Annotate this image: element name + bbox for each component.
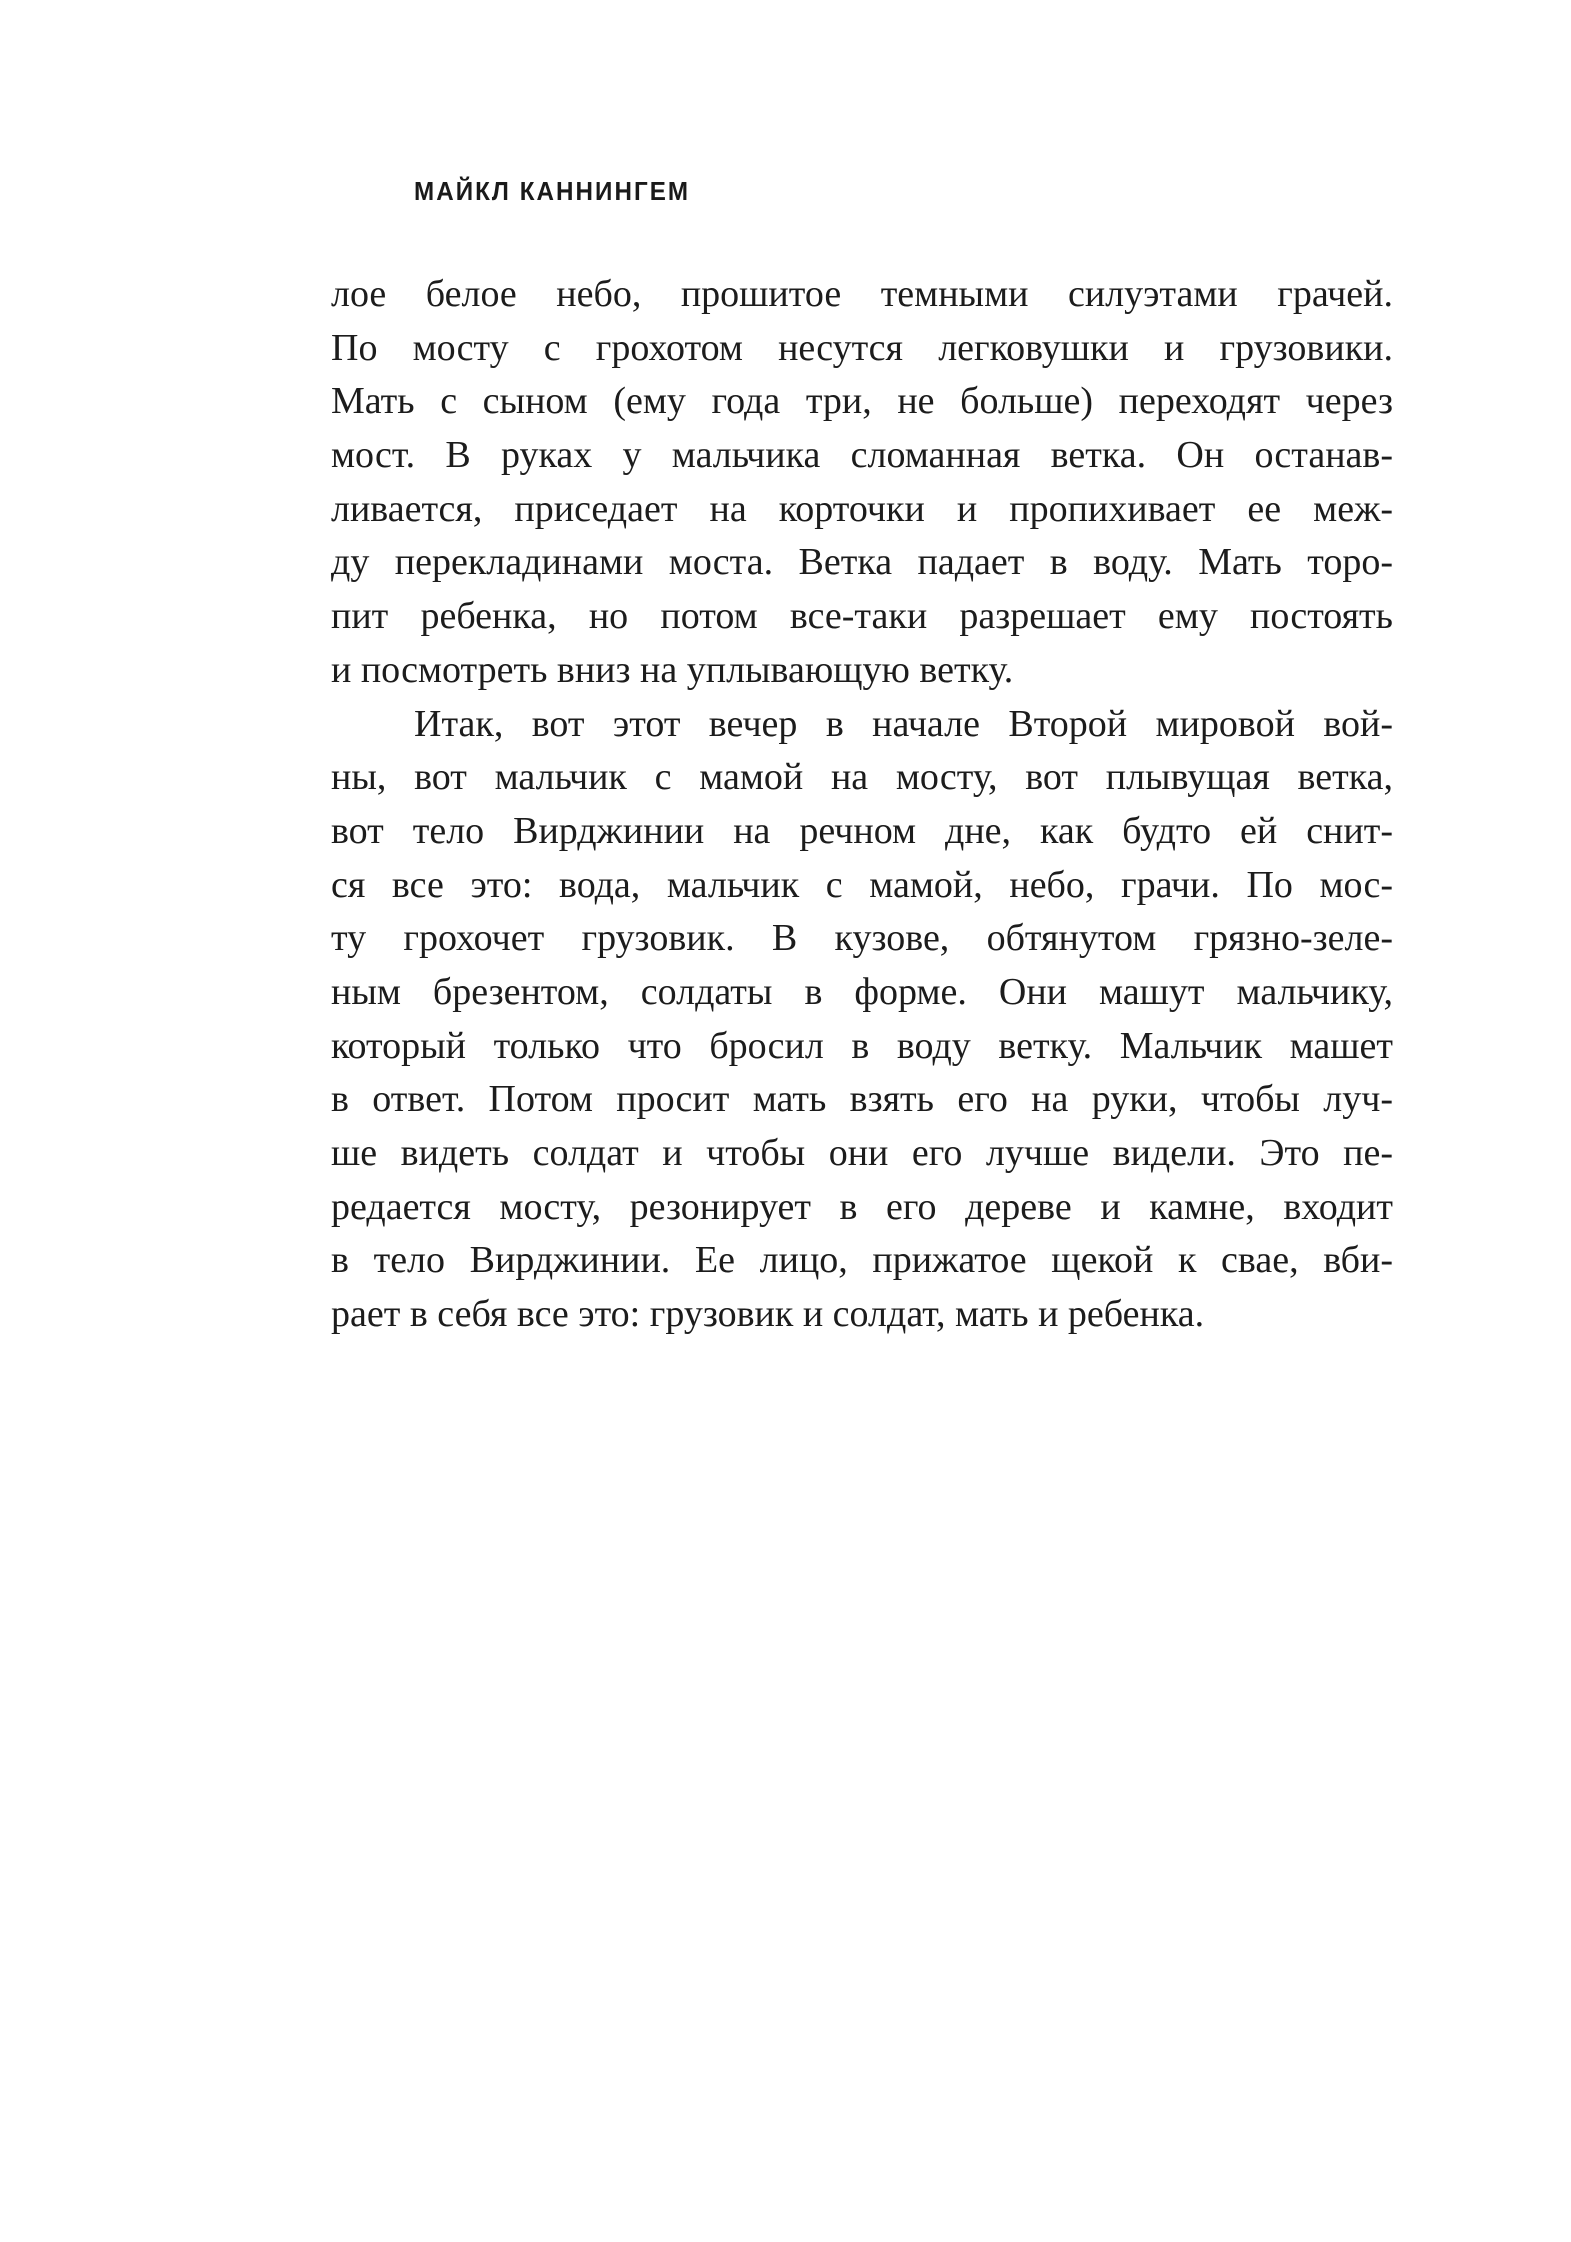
paragraph-1	[331, 268, 1393, 698]
text-line: лое белое небо, прошитое темными силуэтами грачей.	[331, 273, 1393, 315]
text-line: в тело Вирджинии. Ее лицо, прижатое щекой к свае, вби-	[331, 1239, 1393, 1282]
body-text	[331, 268, 1393, 1342]
text-line: Мать с сыном (ему года три, не больше) переходят через	[331, 380, 1393, 423]
text-line: в ответ. Потом просит мать взять его на руки, чтобы луч-	[331, 1078, 1393, 1121]
text-line: который только что бросил в воду ветку. Мальчик машет	[331, 1024, 1393, 1067]
text-line: ным брезентом, солдаты в форме. Они машут мальчику,	[331, 970, 1393, 1013]
text-line: ны, вот мальчик с мамой на мосту, вот плывущая ветка,	[331, 756, 1393, 799]
text-line: ливается, приседает на корточки и пропихивает ее меж-	[331, 487, 1393, 530]
text-line: По мосту с грохотом несутся легковушки и грузовики.	[331, 326, 1393, 369]
text-line: пит ребенка, но потом все-таки разрешает ему постоять	[331, 595, 1393, 638]
text-line: ту грохочет грузовик. В кузове, обтянутом грязно-зеле-	[331, 917, 1393, 960]
paragraph-2	[331, 698, 1393, 1342]
text-line: и посмотреть вниз на уплывающую ветку.	[331, 648, 1014, 691]
text-line: ся все это: вода, мальчик с мамой, небо, грачи. По мос-	[331, 863, 1393, 906]
text-line: Итак, вот этот вечер в начале Второй мировой вой-	[414, 702, 1393, 745]
text-line: ду перекладинами моста. Ветка падает в воду. Мать торо-	[331, 541, 1393, 584]
running-head-author: МАЙКЛ КАННИНГЕМ	[414, 176, 691, 206]
text-line: вот тело Вирджинии на речном дне, как будто ей снит-	[331, 809, 1393, 852]
text-line: ше видеть солдат и чтобы они его лучше видели. Это пе-	[331, 1132, 1393, 1174]
text-line: мост. В руках у мальчика сломанная ветка. Он останав-	[331, 434, 1393, 477]
text-line: редается мосту, резонирует в его дереве и камне, входит	[331, 1185, 1393, 1228]
text-line: рает в себя все это: грузовик и солдат, мать и ребенка.	[331, 1293, 1205, 1336]
